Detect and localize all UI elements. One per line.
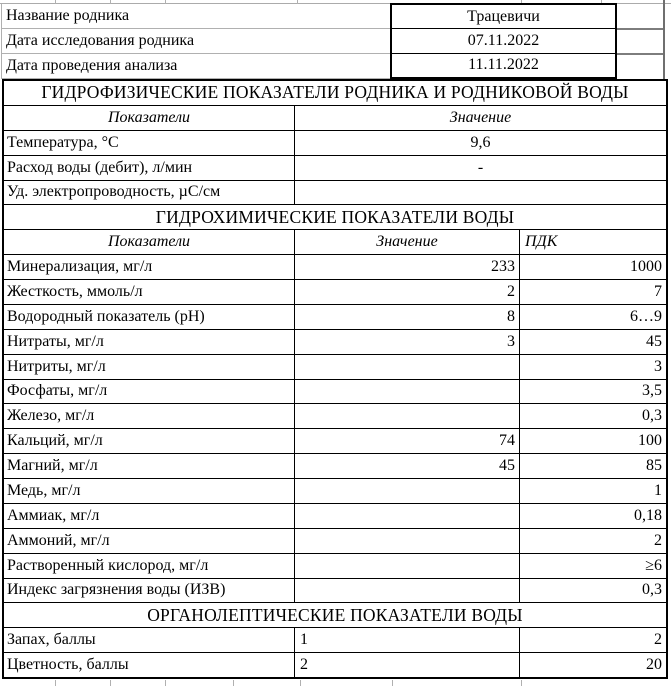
indicator-label: Уд. электропроводность, µС/см (4, 181, 295, 205)
table-row (4, 330, 666, 355)
value-cell (295, 554, 520, 578)
value-cell (295, 355, 520, 379)
indicator-label: Медь, мг/л (4, 479, 295, 503)
limit-cell: 0,3 (642, 407, 662, 425)
value-cell: 3 (295, 330, 520, 354)
indicator-label: Индекс загрязнения воды (ИЗВ) (4, 579, 295, 603)
table-row (4, 454, 666, 479)
table-row (4, 305, 666, 330)
limit-cell: 3 (654, 357, 662, 375)
limit-cell: 20 (646, 656, 662, 674)
limit-cell: 3,5 (642, 382, 662, 400)
column-header-row (4, 106, 666, 131)
limit-cell: 2 (654, 531, 662, 549)
indicator-label: Нитриты, мг/л (4, 355, 295, 379)
spring-info-labels (2, 4, 390, 79)
value-cell (295, 529, 520, 553)
section-header-row (4, 205, 666, 230)
value-cell (295, 380, 520, 404)
table-row (4, 380, 666, 405)
limit-cell: ≥6 (645, 556, 662, 574)
gridline (617, 28, 663, 30)
indicator-column-header: Показатели (4, 106, 295, 130)
indicator-label: Железо, мг/л (4, 404, 295, 428)
indicator-label: Запах, баллы (4, 628, 295, 652)
spring-survey-date-value: 07.11.2022 (392, 29, 615, 53)
value-cell (295, 479, 520, 503)
value-cell (295, 504, 520, 528)
indicator-label: Расход воды (дебит), л/мин (4, 156, 295, 180)
table-row (4, 504, 666, 529)
value-column-header: Значение (295, 230, 520, 254)
analysis-date-label: Дата проведения анализа (2, 54, 390, 79)
indicator-label: Растворенный кислород, мг/л (4, 554, 295, 578)
value-cell: 45 (295, 454, 520, 478)
column-header-row (4, 230, 666, 255)
limit-cell: 7 (654, 282, 662, 300)
indicator-label: Аммиак, мг/л (4, 504, 295, 528)
limit-cell: 1000 (630, 258, 662, 276)
analysis-date-value: 11.11.2022 (468, 56, 539, 74)
table-row (4, 529, 666, 554)
table-row (4, 404, 666, 429)
table-row (4, 131, 666, 156)
limit-cell: 6…9 (630, 307, 662, 325)
indicator-label: Жесткость, ммоль/л (4, 280, 295, 304)
table-row (4, 429, 666, 454)
value-cell: 74 (295, 429, 520, 453)
organoleptic-section-title: ОРГАНОЛЕПТИЧЕСКИЕ ПОКАЗАТЕЛИ ВОДЫ (147, 604, 523, 625)
limit-cell: 1 (654, 481, 662, 499)
table-row (4, 255, 666, 280)
limit-cell: 100 (638, 432, 662, 450)
value-cell (295, 579, 520, 603)
value-cell: - (477, 158, 484, 176)
indicator-label: Водородный показатель (pH) (4, 305, 295, 329)
limit-column-header: ПДК (525, 233, 558, 251)
value-cell: 8 (295, 305, 520, 329)
gridline (55, 680, 56, 686)
table-row (4, 479, 666, 504)
table-row (4, 554, 666, 579)
value-cell: 2 (295, 653, 520, 677)
limit-cell: 2 (654, 631, 662, 649)
indicator-label: Температура, °С (4, 131, 295, 155)
section-header-row (4, 81, 666, 106)
value-cell (295, 181, 666, 205)
table-row (4, 355, 666, 380)
gridline (663, 0, 665, 79)
table-row (4, 653, 666, 677)
gridline (165, 680, 166, 686)
spring-name-value: Трацевичи (392, 5, 615, 29)
value-cell (295, 404, 520, 428)
water-analysis-table (2, 79, 668, 679)
value-column-header: Значение (449, 108, 512, 126)
spring-name-label: Название родника (2, 4, 390, 29)
gridline (521, 680, 522, 686)
spring-survey-date-label: Дата исследования родника (2, 29, 390, 54)
hydrophysical-section-title: ГИДРОФИЗИЧЕСКИЕ ПОКАЗАТЕЛИ РОДНИКА И РОДНИКОВОЙ ВОДЫ (41, 82, 629, 103)
indicator-label: Кальций, мг/л (4, 429, 295, 453)
value-cell: 2 (295, 280, 520, 304)
spring-info-values (390, 3, 617, 79)
value-cell: 9,6 (470, 133, 491, 151)
limit-cell: 0,18 (634, 506, 662, 524)
indicator-label: Магний, мг/л (4, 454, 295, 478)
indicator-column-header: Показатели (4, 230, 295, 254)
limit-cell: 85 (646, 457, 662, 475)
indicator-label: Нитраты, мг/л (4, 330, 295, 354)
indicator-label: Цветность, баллы (4, 653, 295, 677)
limit-cell: 0,3 (642, 581, 662, 599)
gridline (392, 680, 393, 686)
hydrochemical-section-title: ГИДРОХИМИЧЕСКИЕ ПОКАЗАТЕЛИ ВОДЫ (155, 206, 515, 227)
indicator-label: Фосфаты, мг/л (4, 380, 295, 404)
limit-cell: 45 (646, 332, 662, 350)
indicator-label: Аммоний, мг/л (4, 529, 295, 553)
value-cell: 1 (295, 628, 520, 652)
gridline (300, 680, 301, 686)
table-row (4, 156, 666, 181)
table-row (4, 628, 666, 653)
section-header-row (4, 603, 666, 628)
gridline (233, 680, 234, 686)
table-row (4, 181, 666, 206)
gridline (110, 680, 111, 686)
table-row (4, 579, 666, 604)
table-row (4, 280, 666, 305)
gridline (617, 53, 663, 55)
indicator-label: Минерализация, мг/л (4, 255, 295, 279)
value-cell: 233 (295, 255, 520, 279)
